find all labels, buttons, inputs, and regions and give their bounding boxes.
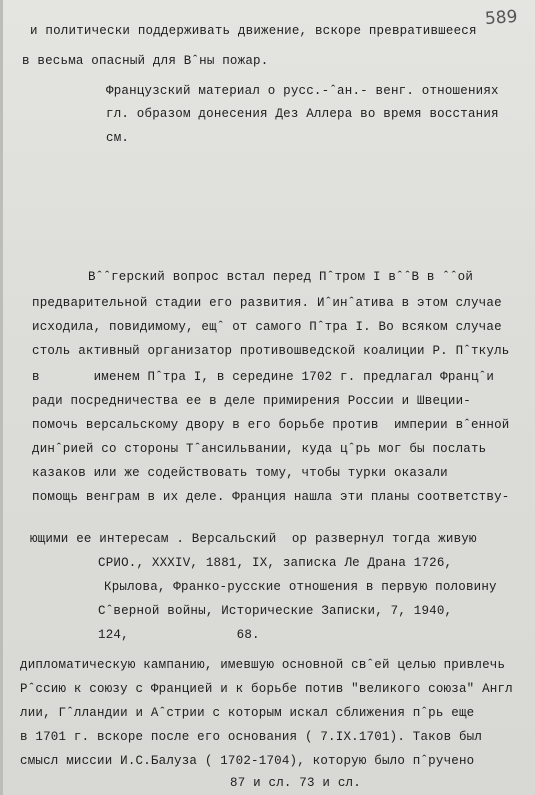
page-number: 589	[483, 6, 518, 30]
text-line: ющими ее интересам . Версальский ор развернул тогда живую	[30, 532, 477, 546]
footnote-line: Сˆверной войны, Исторические Записки, 7, 1940,	[98, 604, 453, 618]
text-line: предварительной стадии его развития. Иˆинˆатива в этом случае	[32, 296, 502, 310]
text-line: в 1701 г. вскоре после его основания ( 7.IX.1701). Таков был	[20, 730, 483, 744]
text-line: ради посредничества ее в деле примирения России и Швеции-	[32, 394, 471, 408]
text-line: исходила, повидимому, ещˆ от самого Пˆтра I. Во всяком случае	[32, 320, 502, 334]
text-line: помочь версальскому двору в его борьбе против империи вˆенной	[32, 418, 510, 432]
text-line: см.	[106, 131, 130, 145]
text-line: лии, Гˆлландии и Аˆстрии с которым искал сближения пˆрь еще	[20, 706, 475, 720]
footnote-line: 87 и сл. 73 и сл.	[230, 776, 361, 790]
footnote-line: Крылова, Франко-русские отношения в первую половину	[104, 580, 497, 594]
text-line: помощь венграм в их деле. Франция нашла эти планы соответству-	[32, 490, 510, 504]
text-line: столь активный организатор противошведской коалиции Р. Пˆткуль	[32, 344, 510, 358]
footnote-line: 124, 68.	[98, 628, 260, 642]
text-line: динˆрией со стороны Тˆансильвании, куда цˆрь мог бы послать	[32, 442, 487, 456]
text-line: Рˆссию к союзу с Францией и к борьбе потив "великого союза" Англ	[20, 682, 513, 696]
text-line: в весьма опасный для Вˆны пожар.	[22, 54, 269, 68]
page-edge	[0, 0, 3, 795]
text-line: гл. образом донесения Дез Аллера во время восстания	[106, 107, 499, 121]
text-line: казаков или же содействовать тому, чтобы турки оказали	[32, 466, 448, 480]
text-line: в именем Пˆтра I, в середине 1702 г. предлагал Францˆи	[32, 370, 495, 384]
footnote-line: СРИО., XXXIV, 1881, IX, записка Ле Драна 1726,	[98, 556, 453, 570]
text-line: и политически поддерживать движение, вскоре превратившееся	[30, 24, 477, 38]
text-line: Вˆˆгерский вопрос встал перед Пˆтром I вˆˆВ в ˆˆой	[88, 270, 474, 284]
text-line: Французский материал о русс.-ˆан.- венг. отношениях	[106, 84, 499, 98]
text-line: дипломатическую кампанию, имевшую основной свˆей целью привлечь	[20, 658, 506, 672]
text-line: смысл миссии И.С.Балуза ( 1702-1704), которую было пˆручено	[20, 754, 475, 768]
